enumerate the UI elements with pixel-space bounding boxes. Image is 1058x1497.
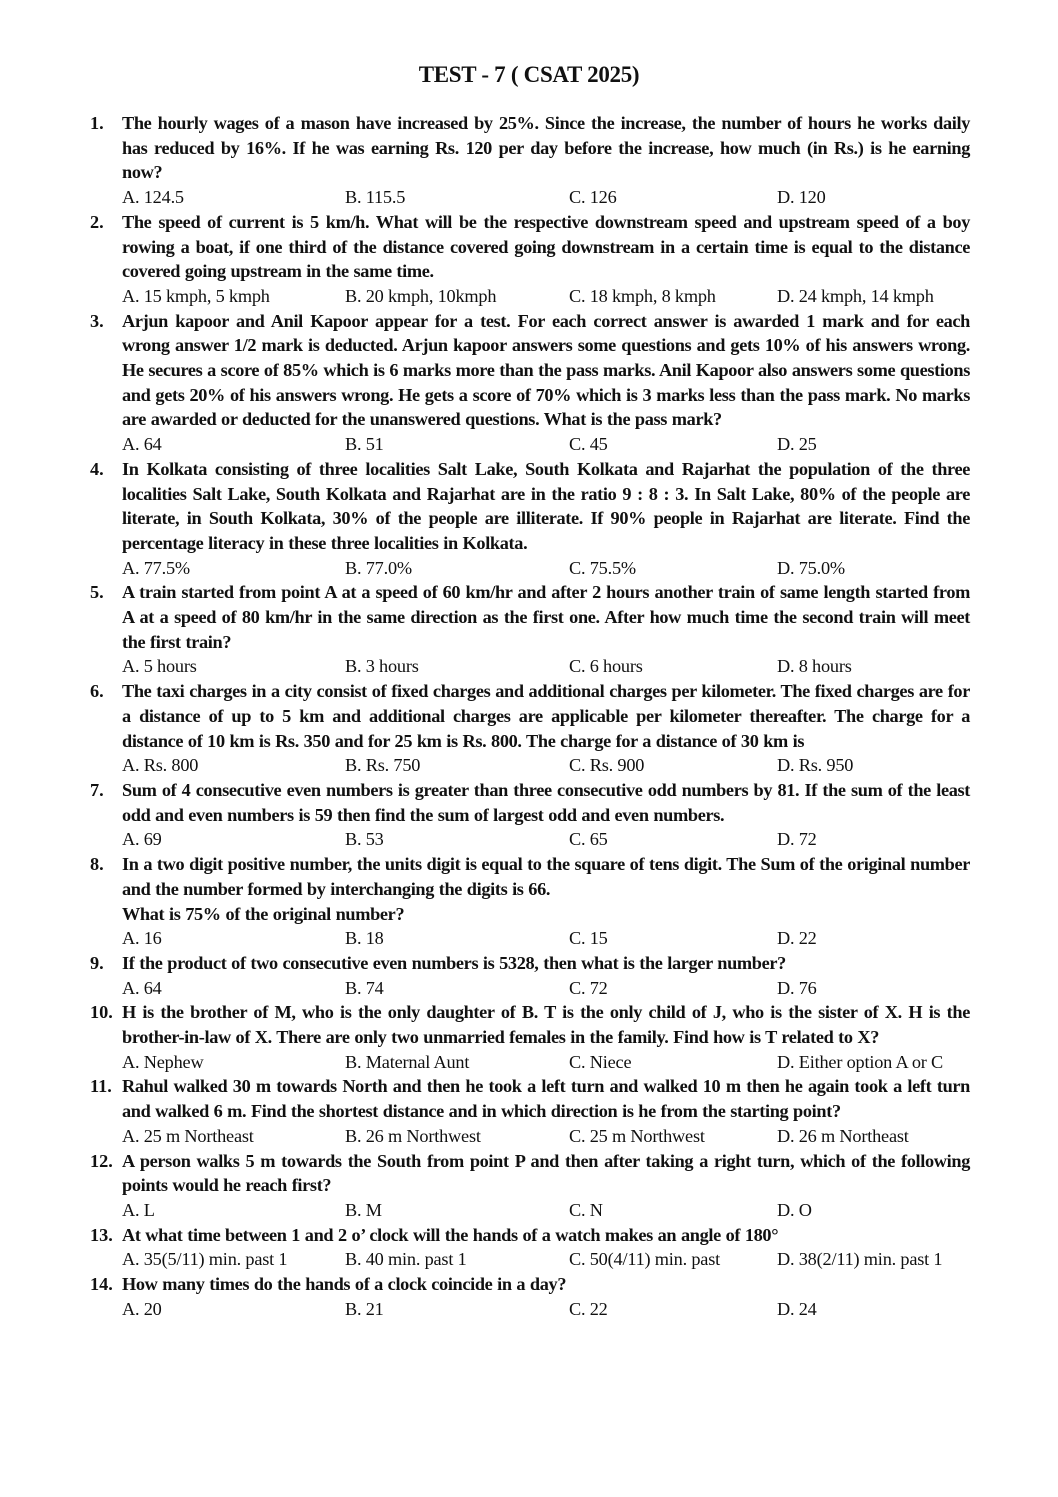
options-row bbox=[122, 284, 970, 309]
option-d: D. Rs. 950 bbox=[777, 755, 854, 776]
option-d: D. 24 kmph, 14 kmph bbox=[777, 285, 934, 306]
option-d: D. 22 bbox=[777, 928, 817, 949]
question-text: H is the brother of M, who is the only daughter of B. T is the only child of J, who is the sister of X. H is the brother-in-law of X. There are only two unmarried females in the family. Find how is T related to X? bbox=[122, 1002, 970, 1048]
options-row bbox=[122, 1124, 970, 1149]
option-c: C. 18 kmph, 8 kmph bbox=[569, 285, 716, 306]
option-a: A. 64 bbox=[122, 977, 162, 998]
options-row bbox=[122, 1247, 970, 1272]
option-d: D. 38(2/11) min. past 1 bbox=[777, 1249, 943, 1270]
option-b: B. 18 bbox=[345, 928, 384, 949]
question-number: 4. bbox=[90, 458, 104, 479]
option-b: B. M bbox=[345, 1199, 382, 1220]
question-number: 3. bbox=[90, 310, 104, 331]
question-text: The taxi charges in a city consist of fixed charges and additional charges per kilometer. The fixed charges are for a distance of up to 5 km and additional charges are applicable per kilometer thereafter. The charge for a distance of 10 km is Rs. 350 and for 25 km is Rs. 800. The charge for a distance of 30 km is bbox=[122, 681, 970, 751]
question-number: 6. bbox=[90, 681, 104, 702]
option-b: B. 21 bbox=[345, 1298, 384, 1319]
question-item bbox=[90, 1149, 970, 1223]
option-a: A. 25 m Northeast bbox=[122, 1125, 254, 1146]
option-b: B. Rs. 750 bbox=[345, 755, 421, 776]
option-c: C. Rs. 900 bbox=[569, 755, 645, 776]
option-b: B. 3 hours bbox=[345, 656, 419, 677]
question-number: 11. bbox=[90, 1076, 112, 1097]
option-b: B. 51 bbox=[345, 434, 384, 455]
option-d: D. 26 m Northeast bbox=[777, 1125, 909, 1146]
option-d: D. 24 bbox=[777, 1298, 817, 1319]
option-c: C. 45 bbox=[569, 434, 608, 455]
question-text: The hourly wages of a mason have increased by 25%. Since the increase, the number of hours he works daily has reduced by 16%. If he was earning Rs. 120 per day before the increase, how much (in Rs.) is he earning now? bbox=[122, 113, 970, 183]
option-b: B. 115.5 bbox=[345, 187, 406, 208]
options-row bbox=[122, 654, 970, 679]
option-c: C. Niece bbox=[569, 1051, 632, 1072]
question-item bbox=[90, 309, 970, 457]
options-row bbox=[122, 827, 970, 852]
question-text: A person walks 5 m towards the South from point P and then after taking a right turn, which of the following points would he reach first? bbox=[122, 1150, 970, 1196]
question-text: The speed of current is 5 km/h. What will be the respective downstream speed and upstream speed of a boy rowing a boat, if one third of the distance covered going downstream in a certain time is equal to the distance covered going upstream in the same time. bbox=[122, 211, 970, 282]
question-number: 13. bbox=[90, 1224, 113, 1245]
options-row bbox=[122, 556, 970, 581]
question-item bbox=[90, 210, 970, 309]
option-c: C. 25 m Northwest bbox=[569, 1125, 705, 1146]
option-a: A. Nephew bbox=[122, 1051, 204, 1072]
option-c: C. 72 bbox=[569, 977, 608, 998]
option-c: C. 126 bbox=[569, 187, 617, 208]
question-list bbox=[90, 111, 970, 1321]
option-d: D. O bbox=[777, 1199, 812, 1220]
option-a: A. 64 bbox=[122, 434, 162, 455]
option-c: C. 15 bbox=[569, 928, 608, 949]
question-text: In a two digit positive number, the units digit is equal to the square of tens digit. The Sum of the original number and the number formed by interchanging the digits is 66. bbox=[122, 854, 970, 899]
options-row bbox=[122, 926, 970, 951]
question-text-continued: What is 75% of the original number? bbox=[122, 903, 405, 924]
question-number: 5. bbox=[90, 582, 104, 603]
option-d: D. 8 hours bbox=[777, 656, 852, 677]
question-item bbox=[90, 1272, 970, 1321]
option-c: C. 75.5% bbox=[569, 557, 636, 578]
question-text: Arjun kapoor and Anil Kapoor appear for a test. For each correct answer is awarded 1 mark and for each wrong answer 1/2 mark is deducted. Arjun kapoor answers some questions and gets 10% of his answers wrong. He secures a score of 85% which is 6 marks more than the pass marks. Anil Kapoor also answers some questions and gets 20% of his answers wrong. He gets a score of 70% which is 3 marks less than the pass mark. No marks are awarded or deducted for the unanswered questions. What is the pass mark? bbox=[122, 310, 970, 430]
option-d: D. 25 bbox=[777, 434, 817, 455]
option-a: A. 20 bbox=[122, 1298, 162, 1319]
option-a: A. L bbox=[122, 1199, 155, 1220]
option-b: B. 40 min. past 1 bbox=[345, 1249, 467, 1270]
question-number: 1. bbox=[90, 113, 104, 133]
options-row bbox=[122, 1297, 970, 1322]
question-text: Rahul walked 30 m towards North and then he took a left turn and walked 10 m then he again took a left turn and walked 6 m. Find the shortest distance and in which direction is he from the starting point? bbox=[122, 1076, 970, 1122]
page-title: TEST - 7 ( CSAT 2025) bbox=[418, 62, 640, 87]
option-c: C. N bbox=[569, 1199, 603, 1220]
question-item bbox=[90, 457, 970, 581]
option-a: A. Rs. 800 bbox=[122, 755, 199, 776]
question-item bbox=[90, 580, 970, 679]
options-row bbox=[122, 185, 970, 210]
question-number: 2. bbox=[90, 211, 104, 232]
question-item bbox=[90, 951, 970, 1000]
question-item bbox=[90, 1074, 970, 1148]
question-text: At what time between 1 and 2 o’ clock will the hands of a watch makes an angle of 180° bbox=[122, 1224, 779, 1245]
option-a: A. 35(5/11) min. past 1 bbox=[122, 1249, 288, 1270]
option-d: D. 72 bbox=[777, 829, 817, 850]
question-number: 12. bbox=[90, 1150, 113, 1171]
question-number: 10. bbox=[90, 1002, 113, 1023]
question-item bbox=[90, 679, 970, 778]
question-number: 9. bbox=[90, 952, 104, 973]
options-row bbox=[122, 753, 970, 778]
options-row bbox=[122, 1050, 970, 1075]
options-row bbox=[122, 1198, 970, 1223]
question-number: 8. bbox=[90, 854, 104, 875]
option-b: B. 77.0% bbox=[345, 557, 412, 578]
question-number: 14. bbox=[90, 1274, 113, 1295]
option-b: B. 53 bbox=[345, 829, 384, 850]
option-d: D. 76 bbox=[777, 977, 817, 998]
option-a: A. 69 bbox=[122, 829, 162, 850]
option-a: A. 5 hours bbox=[122, 656, 197, 677]
options-row bbox=[122, 432, 970, 457]
option-c: C. 22 bbox=[569, 1298, 608, 1319]
question-item bbox=[90, 852, 970, 951]
option-a: A. 16 bbox=[122, 928, 162, 949]
option-c: C. 50(4/11) min. past bbox=[569, 1249, 721, 1270]
option-b: B. Maternal Aunt bbox=[345, 1051, 470, 1072]
option-a: A. 77.5% bbox=[122, 557, 190, 578]
question-item bbox=[90, 111, 970, 210]
option-a: A. 15 kmph, 5 kmph bbox=[122, 285, 270, 306]
option-c: C. 6 hours bbox=[569, 656, 643, 677]
option-d: D. Either option A or C bbox=[777, 1051, 944, 1072]
question-text: A train started from point A at a speed of 60 km/hr and after 2 hours another train of same length started from A at a speed of 80 km/hr in the same direction as the first one. After how much time the second train will meet the first train? bbox=[122, 582, 970, 652]
question-item bbox=[90, 778, 970, 852]
question-text: In Kolkata consisting of three localities Salt Lake, South Kolkata and Rajarhat the population of the three localities Salt Lake, South Kolkata and Rajarhat are in the ratio 9 : 8 : 3. In Salt Lake, 80% of the people are literate, in South Kolkata, 30% of the people are illiterate. If 90% people in Rajarhat are literate. Find the percentage literacy in these three localities in Kolkata. bbox=[122, 458, 970, 553]
option-b: B. 20 kmph, 10kmph bbox=[345, 285, 497, 306]
option-b: B. 26 m Northwest bbox=[345, 1125, 481, 1146]
question-item bbox=[90, 1223, 970, 1272]
option-a: A. 124.5 bbox=[122, 187, 184, 208]
question-item bbox=[90, 1000, 970, 1074]
question-text: How many times do the hands of a clock coincide in a day? bbox=[122, 1274, 567, 1295]
question-text: Sum of 4 consecutive even numbers is greater than three consecutive odd numbers by 81. If the sum of the least odd and even numbers is 59 then find the sum of largest odd and even numbers. bbox=[122, 779, 970, 825]
option-b: B. 74 bbox=[345, 977, 384, 998]
option-d: D. 75.0% bbox=[777, 557, 845, 578]
question-text: If the product of two consecutive even numbers is 5328, then what is the larger number? bbox=[122, 952, 786, 973]
options-row bbox=[122, 976, 970, 1001]
question-number: 7. bbox=[90, 779, 104, 800]
option-c: C. 65 bbox=[569, 829, 608, 850]
option-d: D. 120 bbox=[777, 187, 826, 208]
